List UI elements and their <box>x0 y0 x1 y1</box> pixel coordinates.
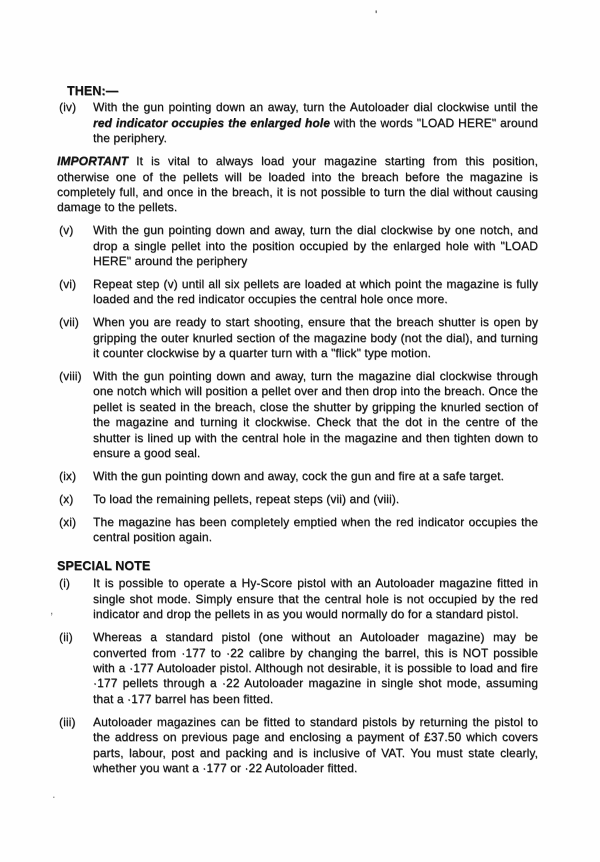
step-ix-label: (ix) <box>59 468 77 483</box>
step-xi <box>57 515 538 546</box>
step-iv <box>57 100 538 146</box>
step-viii-text: With the gun pointing down and away, turn the magazine dial clockwise through one notch which will position a pellet over and then drop into the breach. Once the pellet is seated in the breach, close the shutter by gripping the knurled section of the magazine and turning it clockwise. Check that the dot in the centre of the shutter is lined up with the central hole in the magazine and then tighten down to ensure a good seal. <box>93 369 538 461</box>
step-vi-label: (vi) <box>59 276 77 291</box>
step-x <box>57 492 538 507</box>
scan-speck-top-right: ' <box>375 8 378 22</box>
step-v-label: (v) <box>59 223 74 238</box>
note-iii-label: (iii) <box>59 714 76 729</box>
note-ii-text: Whereas a standard pistol (one without an Autoloader magazine) may be converted from ·177 to ·22 calibre by changing the barrel, this is NOT possible with a ·177 Autoloader pistol. Although not desirable, it is possible to load and fire ·177 pellets through a ·22 Autoloader magazine in single shot mode, assuming that a ·177 barrel has been fitted. <box>93 630 538 706</box>
step-x-label: (x) <box>59 491 74 506</box>
note-iii <box>57 715 538 777</box>
step-iv-text-before: With the gun pointing down an away, turn the Autoloader dial clockwise until the <box>93 100 538 115</box>
special-note-heading: SPECIAL NOTE <box>57 558 151 573</box>
step-viii-label: (viii) <box>59 369 82 383</box>
step-vii <box>57 315 538 361</box>
note-ii-label: (ii) <box>59 630 73 645</box>
step-vi <box>57 277 538 308</box>
step-iv-text-after: with the words "LOAD HERE" around the periphery. <box>93 115 538 146</box>
note-i <box>57 576 538 622</box>
note-i-text: It is possible to operate a Hy-Score pistol with an Autoloader magazine fitted in single shot mode. Simply ensure that the central hole is not occupied by the red indicator and drop the pellets in as you would normally do for a standard pistol. <box>93 576 538 622</box>
scan-speck-bottom-left: . <box>52 786 56 801</box>
step-iv-text <box>93 100 538 146</box>
step-v <box>57 223 538 269</box>
step-iv-label: (iv) <box>59 100 77 115</box>
important-lead: IMPORTANT <box>57 154 129 169</box>
step-xi-text: The magazine has been completely emptied when the red indicator occupies the central position again. <box>93 514 538 545</box>
step-vii-text: When you are ready to start shooting, ensure that the breach shutter is open by gripping the outer knurled section of the magazine body (not the dial), and turning it counter clockwise by a quarter turn with a "flick" type motion. <box>93 315 538 361</box>
step-xi-label: (xi) <box>59 514 77 529</box>
step-viii <box>57 369 538 461</box>
step-x-text: To load the remaining pellets, repeat steps (vii) and (viii). <box>93 491 400 506</box>
scan-speck-left-margin: , <box>50 603 54 617</box>
step-v-text: With the gun pointing down and away, turn the dial clockwise by one notch, and drop a single pellet into the position occupied by the enlarged hole with "LOAD HERE" around the periphery <box>93 223 538 269</box>
step-ix <box>57 469 538 484</box>
note-iii-text: Autoloader magazines can be fitted to standard pistols by returning the pistol to the address on previous page and enclosing a payment of £37.50 which covers parts, labour, post and packing and is inclusive of VAT. You must state clearly, whether you want a ·177 or ·22 Autoloader fitted. <box>93 714 538 775</box>
page-content <box>57 84 538 784</box>
note-ii <box>57 630 538 707</box>
step-vi-text: Repeat step (v) until all six pellets are loaded at which point the magazine is fully loaded and the red indicator occupies the central hole once more. <box>93 276 538 307</box>
important-paragraph <box>57 154 538 216</box>
then-heading: THEN:— <box>67 84 119 98</box>
step-iv-emphasis: red indicator occupies the enlarged hole <box>93 115 330 130</box>
step-vii-label: (vii) <box>59 315 79 330</box>
note-i-label: (i) <box>59 576 70 591</box>
step-ix-text: With the gun pointing down and away, cock the gun and fire at a safe target. <box>93 468 504 483</box>
important-text: It is vital to always load your magazine starting from this position, otherwise one of the pellets will be loaded into the breach before the magazine is completely full, and once in the breach, it is not possible to turn the dial without causing damage to the pellets. <box>57 154 538 215</box>
